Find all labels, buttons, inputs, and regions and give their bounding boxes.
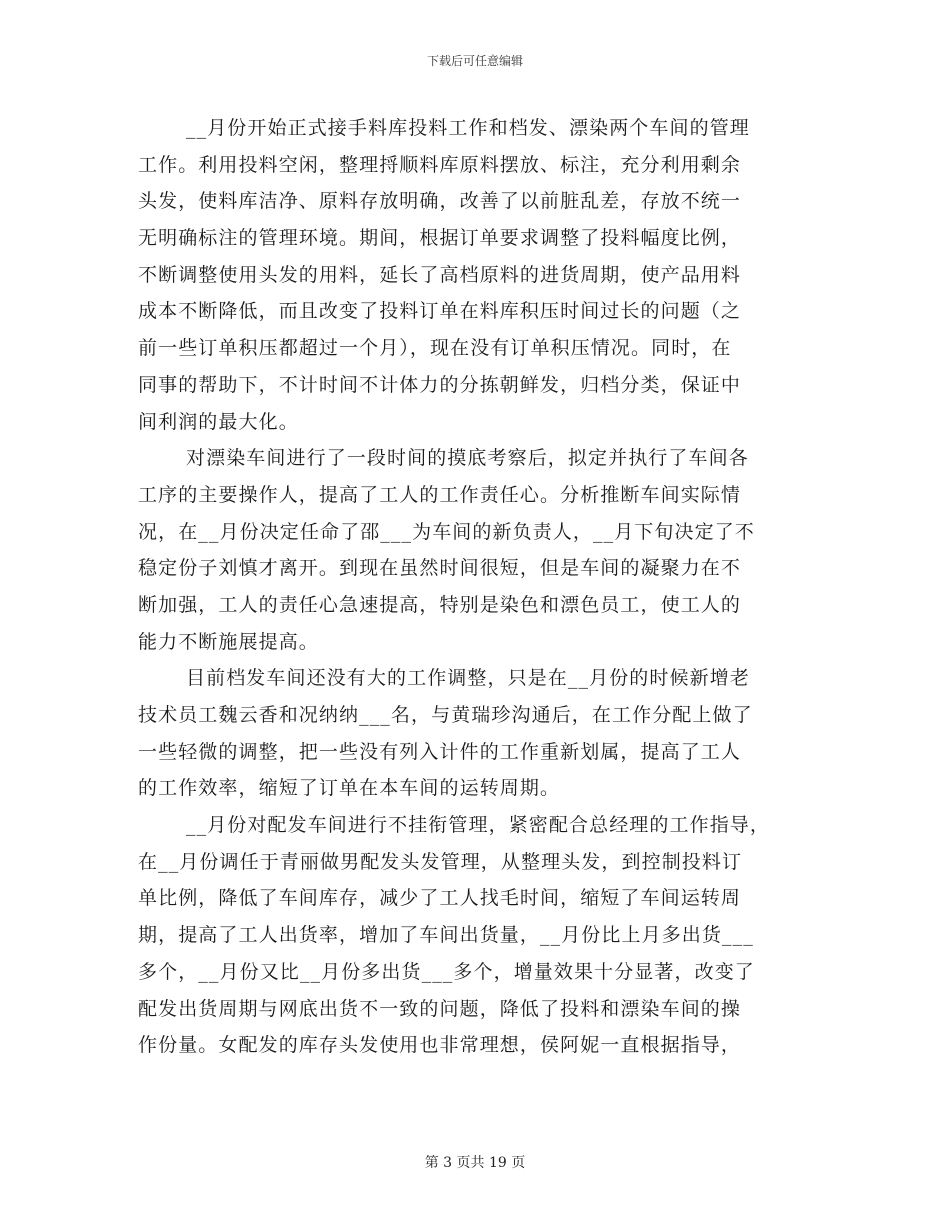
paragraph-line: 头发，使料库洁净、原料存放明确，改善了以前脏乱差，存放不统一 (138, 190, 742, 213)
paragraph-line: 前一些订单积压都超过一个月），现在没有订单积压情况。同时，在 (138, 337, 732, 360)
paragraph-line: 断加强，工人的责任心急速提高，特别是染色和漂色员工，使工人的 (138, 593, 742, 616)
paragraph-line: 配发出货周期与网底出货不一致的问题，降低了投料和漂染车间的操 (138, 997, 742, 1020)
paragraph-line: __月份对配发车间进行不挂衔管理，紧密配合总经理的工作指导， (186, 814, 771, 837)
paragraph-line: 无明确标注的管理环境。期间，根据订单要求调整了投料幅度比例， (138, 227, 742, 250)
paragraph-line: 期，提高了工人出货率，增加了车间出货量，__月份比上月多出货___ (138, 924, 754, 947)
paragraph-line: 多个，__月份又比__月份多出货___多个，增量效果十分显著，改变了 (138, 960, 755, 983)
paragraph-line: 一些轻微的调整，把一些没有列入计件的工作重新划属，提高了工人 (138, 740, 742, 763)
paragraph-1 (138, 110, 798, 440)
paragraph-line: 间利润的最大化。 (138, 410, 299, 433)
paragraph-line: 成本不断降低，而且改变了投料订单在料库积压时间过长的问题（之 (138, 300, 742, 323)
page-header: 下载后可任意编辑 (426, 54, 523, 68)
paragraph-4 (138, 807, 798, 1064)
paragraph-line: 工序的主要操作人，提高了工人的工作责任心。分析推断车间实际情 (138, 483, 742, 506)
paragraph-line: 稳定份子刘慎才离开。到现在虽然时间很短，但是车间的凝聚力在不 (138, 557, 742, 580)
paragraph-line: 作份量。女配发的库存头发使用也非常理想，侯阿妮一直根据指导， (138, 1034, 742, 1057)
paragraph-line: 对漂染车间进行了一段时间的摸底考察后，拟定并执行了车间各 (186, 447, 749, 470)
paragraph-line: 的工作效率，缩短了订单在本车间的运转周期。 (138, 777, 561, 800)
paragraph-line: 不断调整使用头发的用料，延长了高档原料的进货周期，使产品用料 (138, 263, 742, 286)
paragraph-line: __月份开始正式接手料库投料工作和档发、漂染两个车间的管理 (186, 117, 750, 139)
paragraph-line: 况，在__月份决定任命了邵___为车间的新负责人，__月下旬决定了不 (138, 520, 755, 543)
paragraph-line: 在__月份调任于青丽做男配发头发管理，从整理头发，到控制投料订 (138, 850, 743, 873)
paragraph-line: 能力不断施展提高。 (138, 630, 319, 653)
paragraph-2 (138, 440, 798, 660)
page-number: 第 3 页共 19 页 (424, 1155, 526, 1171)
paragraph-line: 单比例，降低了车间库存，减少了工人找毛时间，缩短了车间运转周 (138, 887, 742, 910)
paragraph-line: 技术员工魏云香和况纳纳___名，与黄瑞珍沟通后，在工作分配上做了 (138, 704, 753, 726)
document-body (138, 110, 798, 1064)
paragraph-line: 目前档发车间还没有大的工作调整，只是在__月份的时候新增老 (186, 667, 750, 690)
paragraph-3 (138, 660, 798, 807)
paragraph-line: 工作。利用投料空闲，整理捋顺料库原料摆放、标注，充分利用剩余 (138, 153, 742, 176)
paragraph-line: 同事的帮助下，不计时间不计体力的分拣朝鲜发，归档分类，保证中 (138, 373, 742, 396)
